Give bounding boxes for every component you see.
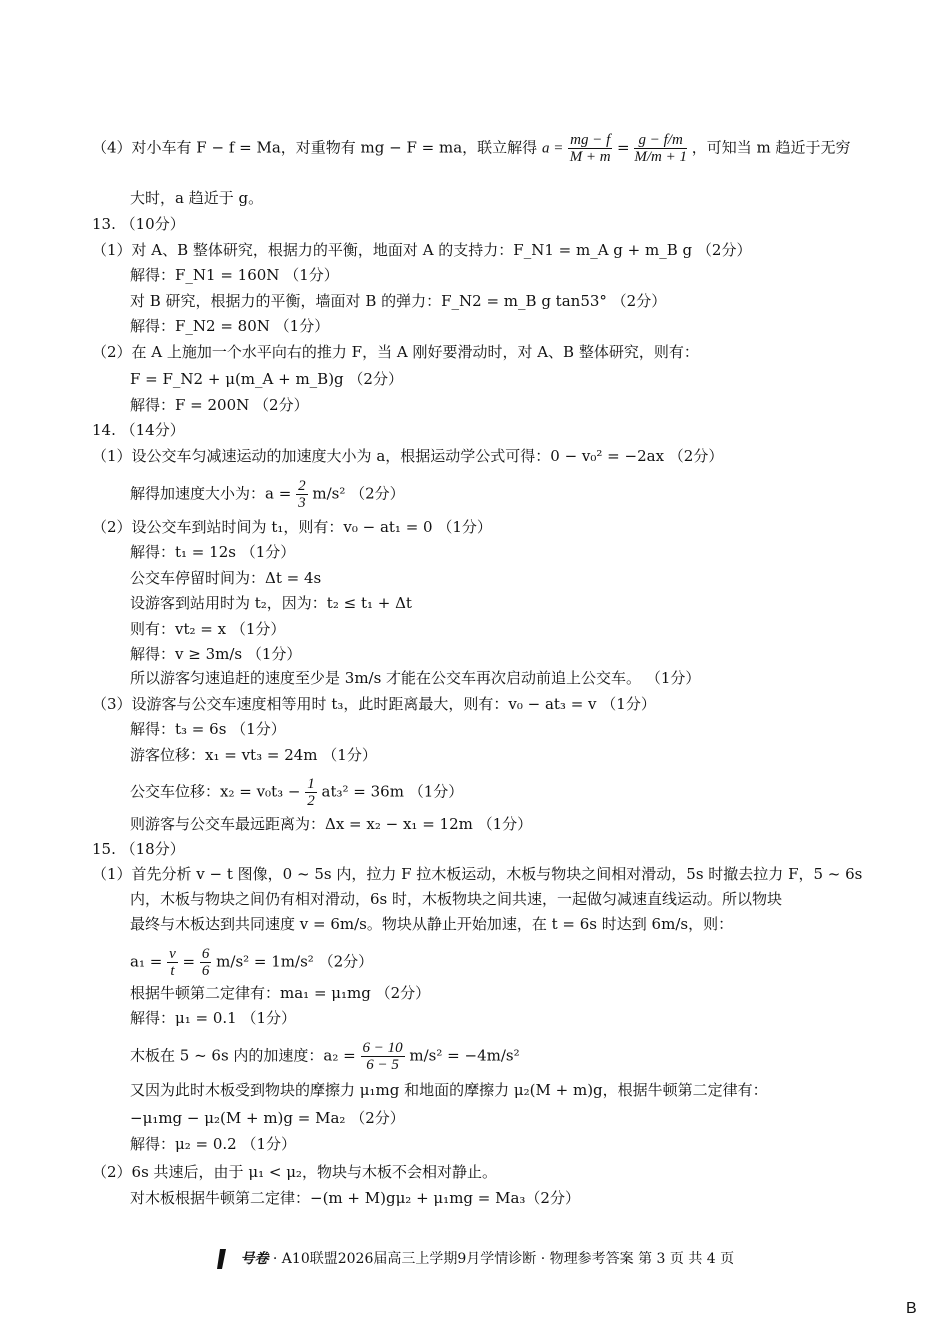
q14-line-10: （3）设游客与公交车速度相等用时 t₃，此时距离最大，则有：v₀ − at₃ = v （1分）	[92, 695, 656, 713]
q13-line-5: （2）在 A 上施加一个水平向右的推力 F，当 A 刚好要滑动时，对 A、B 整体研究，则有：	[92, 343, 699, 361]
q15-line-4: a₁ = $\frac{v}{t}$ = $\frac{6}{6}$ m/s² = 1m/s² （2分）	[130, 946, 374, 979]
q14-half-frac: $\frac{1}{2}$	[307, 776, 315, 809]
q15-frac-vt: $\frac{v}{t}$	[169, 946, 176, 979]
q14-line-4: 解得：t₁ = 12s （1分）	[130, 543, 296, 561]
q15-frac-a2: $\frac{6 - 10}{6 - 5}$	[362, 1040, 403, 1073]
brand-logo-icon	[212, 1247, 236, 1271]
q15-line-9: −μ₁mg − μ₂(M + m)g = Ma₂ （2分）	[130, 1109, 405, 1127]
q14-line-13: 公交车位移：x₂ = v₀t₃ − $\frac{1}{2}$ at₃² = 36m （1分）	[130, 776, 464, 809]
q13-line-2: 解得：F_N1 = 160N （1分）	[130, 266, 339, 284]
q13-line-1: （1）对 A、B 整体研究，根据力的平衡，地面对 A 的支持力：F_N1 = m_A g + m_B g （2分）	[92, 241, 752, 259]
q14-line-1: （1）设公交车匀减速运动的加速度大小为 a，根据运动学公式可得：0 − v₀² = −2ax （2分）	[92, 447, 724, 465]
q14-line-9: 所以游客匀速追赶的速度至少是 3m/s 才能在公交车再次启动前追上公交车。 （1分）	[130, 669, 701, 687]
q14-line-7: 则有：vt₂ = x （1分）	[130, 620, 286, 638]
answer-4-line: （4）对小车有 F − f = Ma，对重物有 mg − F = ma，联立解得 a = $\frac{mg - f}{M + m}$ = $\frac{g - f/m}{M/m + 1}$ ，可知当 m 趋近于无穷	[92, 132, 851, 165]
q15-line-11: （2）6s 共速后，由于 μ₁ < μ₂，物块与木板不会相对静止。	[92, 1163, 497, 1181]
q14-line-2: 解得加速度大小为：a = $\frac{2}{3}$ m/s² （2分）	[130, 478, 405, 511]
q13-line-6: F = F_N2 + μ(m_A + m_B)g （2分）	[130, 370, 403, 388]
answer-4-eq: a =	[541, 140, 564, 157]
q14-line-12: 游客位移：x₁ = vt₃ = 24m （1分）	[130, 746, 377, 764]
q15-line-10: 解得：μ₂ = 0.2 （1分）	[130, 1135, 297, 1153]
q13-line-3: 对 B 研究，根据力的平衡，墙面对 B 的弹力：F_N2 = m_B g tan53° （2分）	[130, 292, 667, 310]
q14-heading: 14. （14分）	[92, 421, 185, 439]
q15-heading: 15. （18分）	[92, 840, 185, 858]
q15-line-3: 最终与木板达到共同速度 v = 6m/s。物块从静止开始加速，在 t = 6s 时达到 6m/s，则：	[130, 915, 734, 933]
answer-4-frac2: $\frac{g - f/m}{M/m + 1}$	[634, 132, 687, 165]
q15-line-6: 解得：μ₁ = 0.1 （1分）	[130, 1009, 297, 1027]
q14-line-11: 解得：t₃ = 6s （1分）	[130, 720, 286, 738]
q14-line-6: 设游客到站用时为 t₂，因为：t₂ ≤ t₁ + Δt	[130, 594, 412, 612]
q14-line-8: 解得：v ≥ 3m/s （1分）	[130, 645, 302, 663]
q14-line-3: （2）设公交车到站时间为 t₁，则有：v₀ − at₁ = 0 （1分）	[92, 518, 492, 536]
q15-line-7: 木板在 5 ~ 6s 内的加速度：a₂ = $\frac{6 - 10}{6 - 5}$ m/s² = −4m/s²	[130, 1040, 520, 1073]
page-footer	[212, 1247, 734, 1271]
q15-line-8: 又因为此时木板受到物块的摩擦力 μ₁mg 和地面的摩擦力 μ₂(M + m)g，根据牛顿第二定律有：	[130, 1081, 768, 1099]
answer-4-cont: 大时，a 趋近于 g。	[130, 189, 264, 207]
answer-4-text: （4）对小车有 F − f = Ma，对重物有 mg − F = ma，联立解得	[92, 138, 538, 157]
q15-line-2: 内，木板与物块之间仍有相对滑动，6s 时，木板物块之间共速，一起做匀减速直线运动。所以物块	[130, 890, 783, 908]
q14-line-5: 公交车停留时间为：Δt = 4s	[130, 569, 322, 587]
footer-text: · A10联盟2026届高三上学期9月学情诊断 · 物理参考答案 第 3 页 共 4 页	[272, 1251, 735, 1267]
answer-4-frac1: $\frac{mg - f}{M + m}$	[569, 132, 611, 165]
q15-line-5: 根据牛顿第二定律有：ma₁ = μ₁mg （2分）	[130, 984, 431, 1002]
q15-line-1: （1）首先分析 v − t 图像，0 ~ 5s 内，拉力 F 拉木板运动，木板与物块之间相对滑动，5s 时撤去拉力 F，5 ~ 6s	[92, 865, 863, 883]
q13-heading: 13. （10分）	[92, 215, 185, 233]
brand-logo-text: 号卷	[240, 1251, 269, 1267]
answer-4-tail: ，可知当 m 趋近于无穷	[691, 138, 851, 157]
q14-line-14: 则游客与公交车最远距离为：Δx = x₂ − x₁ = 12m （1分）	[130, 815, 533, 833]
q13-line-4: 解得：F_N2 = 80N （1分）	[130, 317, 330, 335]
q15-frac-66: $\frac{6}{6}$	[201, 946, 210, 979]
q14-frac: $\frac{2}{3}$	[298, 478, 306, 511]
q13-line-7: 解得：F = 200N （2分）	[130, 396, 309, 414]
corner-mark: B	[906, 1300, 917, 1317]
q15-line-12: 对木板根据牛顿第二定律：−(m + M)gμ₂ + μ₁mg = Ma₃（2分）	[130, 1189, 580, 1207]
